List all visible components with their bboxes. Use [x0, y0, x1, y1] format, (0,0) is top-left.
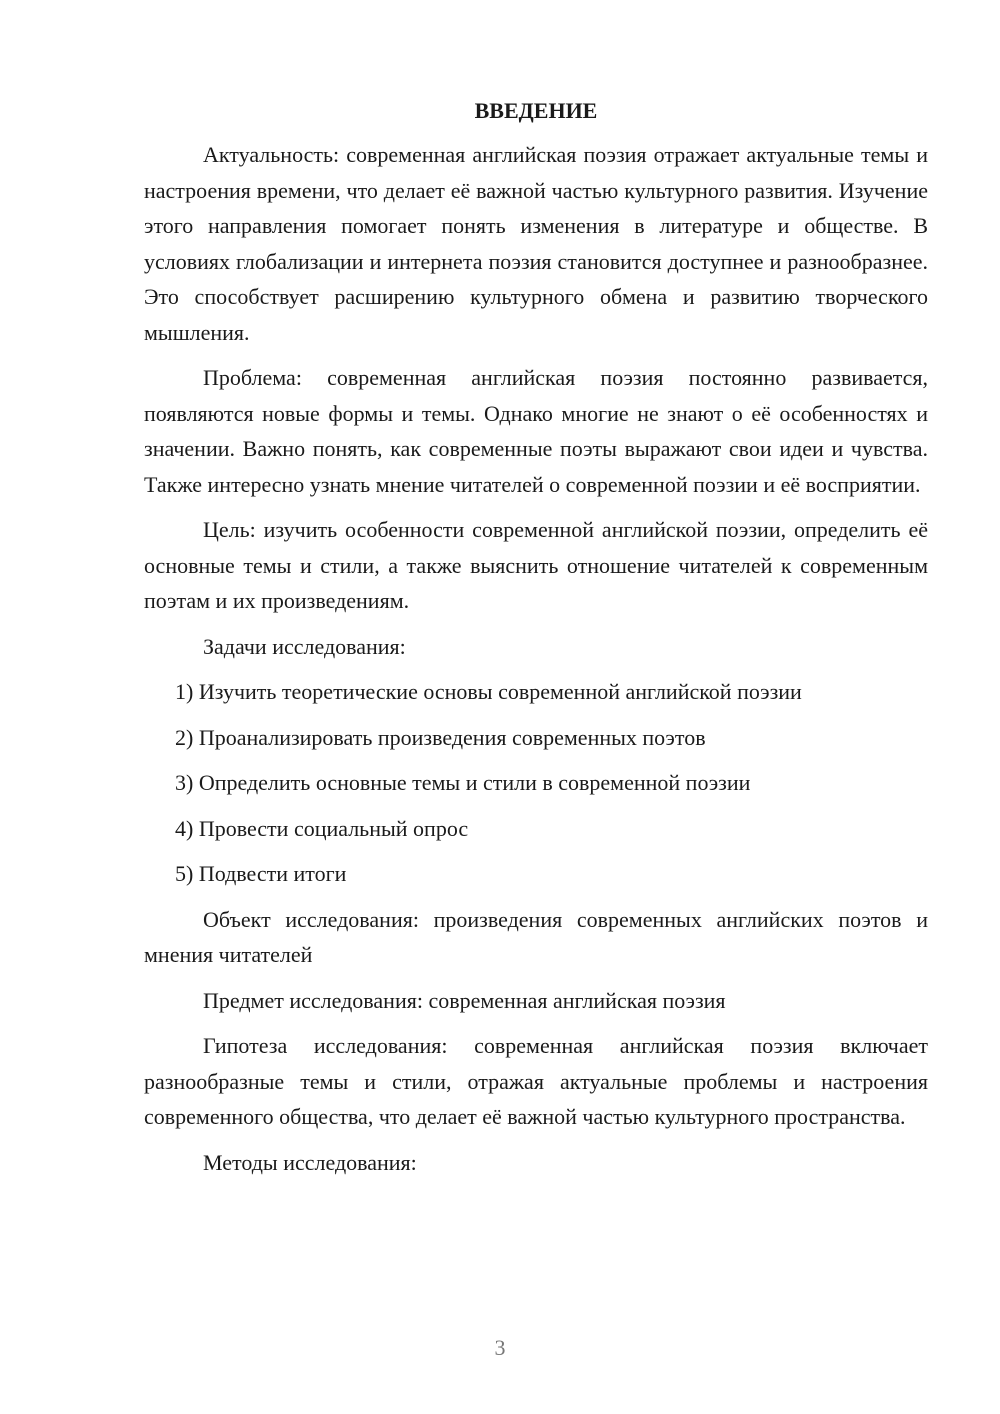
tasks-heading: Задачи исследования:: [203, 633, 406, 659]
paragraph-subject: Предмет исследования: современная английская поэзия: [203, 987, 726, 1013]
paragraph-problem: Проблема: современная английская поэзия постоянно развивается, появляются новые формы и темы. Однако многие не знают о её особенностях и значении. Важно понять, как современные поэты выражают свои идеи и чувства. Также интересно узнать мнение читателей о современной поэзии и её восприятии.: [144, 365, 928, 497]
list-item: 4) Провести социальный опрос: [175, 815, 469, 841]
paragraph-relevance: Актуальность: современная английская поэзия отражает актуальные темы и настроения времени, что делает её важной частью культурного развития. Изучение этого направления помогает понять изменения в литературе и обществе. В условиях глобализации и интернета поэзия становится доступнее и разнообразнее. Это способствует расширению культурного обмена и развитию творческого мышления.: [144, 142, 928, 345]
list-item: 1) Изучить теоретические основы современной английской поэзии: [175, 679, 802, 704]
paragraph-hypothesis: Гипотеза исследования: современная английская поэзия включает разнообразные темы и стили, отражая актуальные проблемы и настроения современного общества, что делает её важной частью культурного пространства.: [144, 1033, 928, 1129]
paragraph-object: Объект исследования: произведения современных английских поэтов и мнения читателей: [144, 906, 928, 967]
methods-heading: Методы исследования:: [203, 1149, 417, 1175]
page-number: 3: [494, 1335, 506, 1360]
list-item: 3) Определить основные темы и стили в современной поэзии: [175, 770, 751, 795]
page-content: [144, 93, 928, 1190]
list-item: 2) Проанализировать произведения современных поэтов: [175, 724, 706, 750]
section-title: ВВЕДЕНИЕ: [474, 98, 598, 123]
list-item: 5) Подвести итоги: [175, 861, 347, 886]
paragraph-goal: Цель: изучить особенности современной английской поэзии, определить её основные темы и стили, а также выяснить отношение читателей к современным поэтам и их произведениям.: [144, 517, 928, 613]
tasks-list: [144, 674, 928, 892]
